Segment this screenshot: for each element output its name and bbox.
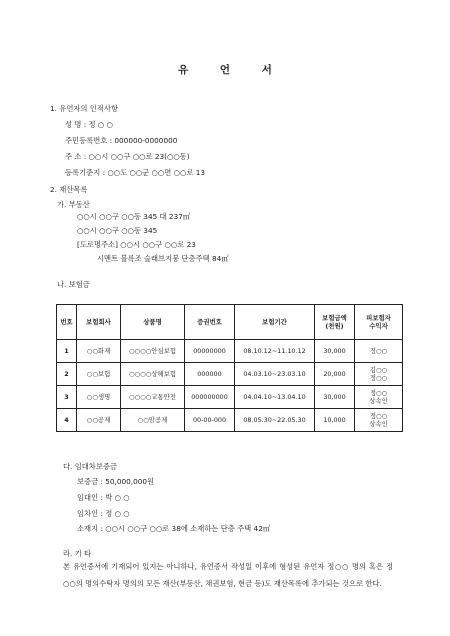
table-row [57,340,403,363]
lease-deposit-heading: 다. 임대차보증금 [63,462,117,471]
other-text: 본 유언증서에 기재되어 있지는 아니하나, 유언증서 작성일 이후에 형성된 유언자 정○○ 명의 혹은 정○○의 명의수탁자 명의의 모든 재산(부동산, 채권보험, 현금 등)도 재산목록에 추가되는 것으로 한다. [63,562,393,588]
cell-insurer: ○○공제 [77,409,121,432]
col-header-policy-no: 증권번호 [185,305,235,340]
cell-insurer: ○○생명 [77,386,121,409]
col-header-insurer: 보험회사 [77,305,121,340]
cell-period: 04.03.10~23.03.10 [235,363,315,386]
testator-rrn: 주민등록번호 : 000000-0000000 [65,136,178,145]
cell-insured: 정○○ 상속인 [355,409,403,432]
insurance-table [56,304,403,432]
cell-amount: 20,000 [315,363,355,386]
lease-location: 소재지 : ○○시 ○○구 ○○로 38에 소재하는 단층 주택 42㎡ [77,524,271,533]
col-header-period: 보험기간 [235,305,315,340]
cell-policy-no: 000000 [185,363,235,386]
cell-amount: 30,000 [315,386,355,409]
section-1-heading: 1. 유언자의 인적사항 [50,104,118,113]
cell-number: 4 [57,409,77,432]
cell-number: 3 [57,386,77,409]
col-header-product: 상품명 [121,305,185,340]
cell-insured: 김○○ 정○○ [355,363,403,386]
real-estate-line-1: ○○시 ○○구 ○○동 345 대 237㎡ [77,212,191,221]
insurance-heading: 나. 보험금 [57,280,90,289]
other-heading: 라. 기 타 [63,549,92,558]
testator-domicile: 등록기준지 : ○○도 ○○군 ○○면 ○○로 13 [65,168,206,177]
lease-lessee: 임차인 : 정 ○ ○ [77,509,130,518]
cell-product: ○○암공제 [121,409,185,432]
cell-period: 04.04.10~13.04.10 [235,386,315,409]
table-row [57,363,403,386]
cell-period: 08.05.30~22.05.30 [235,409,315,432]
real-estate-line-3: [도로명주소] ○○시 ○○구 ○○로 23 [77,240,196,249]
table-header-row [57,305,403,340]
table-row [57,409,403,432]
section-2-heading: 2. 재산목록 [50,185,88,194]
cell-product: ○○○○상해보험 [121,363,185,386]
cell-number: 2 [57,363,77,386]
real-estate-heading: 가. 부동산 [57,200,90,209]
cell-policy-no: 000000000 [185,386,235,409]
cell-number: 1 [57,340,77,363]
cell-policy-no: 00000000 [185,340,235,363]
col-header-amount: 보험금액 (천원) [315,305,355,340]
lease-lessor: 임대인 : 박 ○ ○ [77,493,130,502]
cell-product: ○○○○교통안전 [121,386,185,409]
cell-period: 08.10.12~11.10.12 [235,340,315,363]
testator-name: 성 명 : 정 ○ ○ [65,120,113,129]
cell-amount: 30,000 [315,340,355,363]
cell-amount: 10,000 [315,409,355,432]
cell-policy-no: 00-00-000 [185,409,235,432]
table-row [57,386,403,409]
testator-address: 주 소 : ○○시 ○○구 ○○로 23(○○동) [65,152,190,161]
col-header-insured: 피보험자 수익자 [355,305,403,340]
lease-deposit-amount: 보증금 : 50,000,000원 [77,477,155,486]
cell-insurer: ○○보험 [77,363,121,386]
document-title: 유 언 서 [178,64,286,76]
real-estate-line-4: 시멘트 블록조 슬래브지붕 단층주택 84㎡ [97,254,229,263]
cell-insured: 정○○ 상속인 [355,386,403,409]
col-header-number: 번호 [57,305,77,340]
cell-product: ○○○○안심보험 [121,340,185,363]
cell-insured: 정○○ [355,340,403,363]
cell-insurer: ○○화재 [77,340,121,363]
real-estate-line-2: ○○시 ○○구 ○○동 345 [77,226,158,235]
